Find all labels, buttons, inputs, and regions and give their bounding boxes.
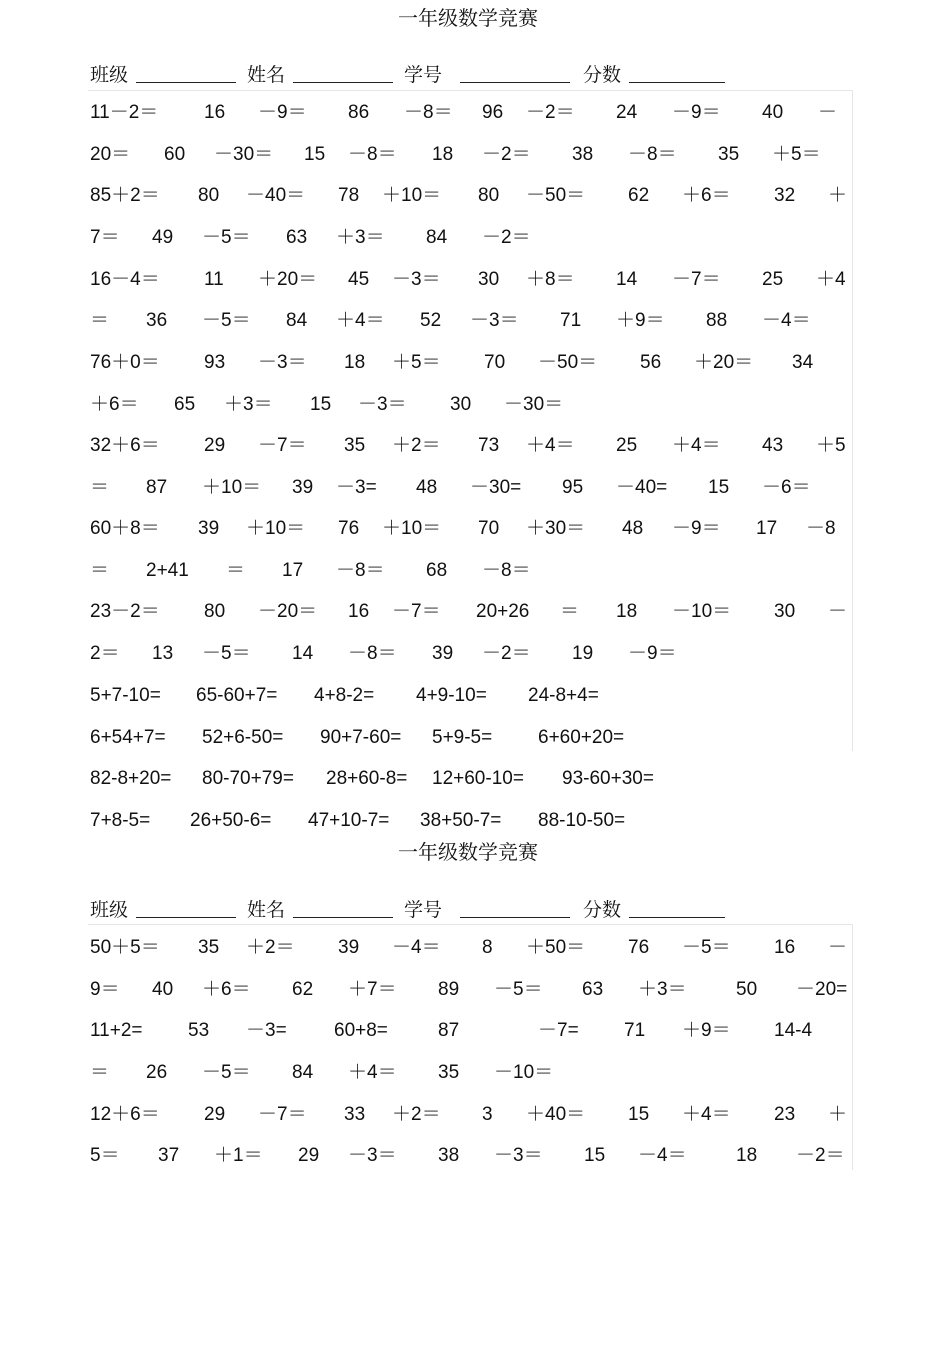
problem-cell: 18 <box>736 1145 758 1166</box>
problem-cell: ＝ <box>226 560 246 581</box>
problem-cell: 38 <box>438 1145 460 1166</box>
problem-cell: －8＝ <box>404 102 453 123</box>
problem-cell: －5＝ <box>494 979 543 1000</box>
problem-cell: －9＝ <box>672 518 721 539</box>
problem-cell: 6+60+20= <box>538 727 625 748</box>
problem-cell: 70 <box>478 518 500 539</box>
problem-cell: 84 <box>286 310 308 331</box>
problem-cell: 76 <box>628 937 650 958</box>
problem-cell: －2＝ <box>796 1145 845 1166</box>
problem-cell: 3 <box>482 1104 493 1125</box>
problem-cell: 30 <box>478 269 500 290</box>
problem-cell: 12＋6＝ <box>90 1104 160 1125</box>
problem-cell: 70 <box>484 352 506 373</box>
problem-cell: 14 <box>616 269 638 290</box>
problem-cell: ＋2＝ <box>246 937 295 958</box>
name-blank[interactable] <box>293 82 393 83</box>
problem-cell: 16 <box>348 601 370 622</box>
problem-cell: 50 <box>736 979 758 1000</box>
problem-cell: 84 <box>426 227 448 248</box>
problem-cell: ＋4＝ <box>682 1104 731 1125</box>
problem-cell: ＋40＝ <box>526 1104 586 1125</box>
problem-cell: 4+9-10= <box>416 685 487 706</box>
problem-cell: －5＝ <box>682 937 731 958</box>
problem-cell: 76 <box>338 518 360 539</box>
problem-cell: 14-4 <box>774 1020 813 1041</box>
problem-cell: 30 <box>774 601 796 622</box>
problem-cell: ＋10＝ <box>382 185 442 206</box>
problem-cell: －2＝ <box>526 102 575 123</box>
info-line <box>90 895 790 921</box>
problem-cell: 50＋5＝ <box>90 937 160 958</box>
problem-cell: －4＝ <box>638 1145 687 1166</box>
problem-cell: 60 <box>164 144 186 165</box>
problem-cell: －3＝ <box>348 1145 397 1166</box>
problem-cell: ＋4＝ <box>526 435 575 456</box>
problem-cell: 39 <box>198 518 220 539</box>
problem-cell: 56 <box>640 352 662 373</box>
problem-cell: ＋3＝ <box>336 227 385 248</box>
problem-cell: 52+6-50= <box>202 727 284 748</box>
problem-cell: 15 <box>584 1145 606 1166</box>
problem-cell: 35 <box>344 435 366 456</box>
problem-cell: 71 <box>624 1020 646 1041</box>
problem-cell: ＝ <box>560 601 580 622</box>
class-label: 班级 <box>90 64 129 86</box>
problem-cell: 6+54+7= <box>90 727 166 748</box>
problem-cell: －8 <box>806 518 836 539</box>
problem-cell: － <box>828 601 848 622</box>
problem-cell: 85＋2＝ <box>90 185 160 206</box>
problem-cell: ＋4＝ <box>348 1062 397 1083</box>
problem-cell: －3＝ <box>392 269 441 290</box>
problem-cell: 15 <box>708 477 730 498</box>
problem-cell: －7＝ <box>672 269 721 290</box>
problem-cell: 90+7-60= <box>320 727 402 748</box>
problem-cell: －20＝ <box>258 601 318 622</box>
problem-cell: 35 <box>718 144 740 165</box>
problem-cell: 39 <box>338 937 360 958</box>
problem-cell: 62 <box>628 185 650 206</box>
problem-cell: 34 <box>792 352 814 373</box>
problem-cell: 18 <box>616 601 638 622</box>
student-no-blank[interactable] <box>460 82 570 83</box>
problem-cell: －7＝ <box>392 601 441 622</box>
problem-cell: －7＝ <box>258 435 307 456</box>
problem-cell: 25 <box>616 435 638 456</box>
problem-cell: －3＝ <box>358 394 407 415</box>
problem-cell: 39 <box>292 477 314 498</box>
problem-cell: －40＝ <box>246 185 306 206</box>
problem-cell: 16－4＝ <box>90 269 160 290</box>
problem-cell: 15 <box>628 1104 650 1125</box>
problem-cell: 35 <box>198 937 220 958</box>
problem-cell: ＋7＝ <box>348 979 397 1000</box>
problem-cell: 5＝ <box>90 1145 120 1166</box>
problem-cell: 4+8-2= <box>314 685 375 706</box>
problem-cell: 30 <box>450 394 472 415</box>
problem-cell: 2+41 <box>146 560 189 581</box>
problem-cell: ＋1＝ <box>214 1145 263 1166</box>
problem-cell: 24-8+4= <box>528 685 599 706</box>
problem-cell: ＋ <box>828 1104 848 1125</box>
problem-cell: 5+7-10= <box>90 685 161 706</box>
problem-cell: － <box>818 102 838 123</box>
problem-cell: －7＝ <box>258 1104 307 1125</box>
problem-cell: 63 <box>582 979 604 1000</box>
problem-cell: 7+8-5= <box>90 810 151 831</box>
problem-cell: 78 <box>338 185 360 206</box>
problem-cell: ＋3＝ <box>224 394 273 415</box>
problem-cell: 17 <box>756 518 778 539</box>
problem-cell: 65-60+7= <box>196 685 278 706</box>
problem-cell: －6＝ <box>762 477 811 498</box>
problem-cell: 73 <box>478 435 500 456</box>
problem-cell: ＋10＝ <box>382 518 442 539</box>
problem-cell: 39 <box>432 643 454 664</box>
problem-cell: －2＝ <box>482 227 531 248</box>
problem-cell: 62 <box>292 979 314 1000</box>
problem-cell: 87 <box>146 477 168 498</box>
problem-cell: 12+60-10= <box>432 768 524 789</box>
problem-cell: －9＝ <box>672 102 721 123</box>
name-blank[interactable] <box>293 917 393 918</box>
problem-cell: －30＝ <box>504 394 564 415</box>
problem-cell: 96 <box>482 102 504 123</box>
problem-cell: 60＋8＝ <box>90 518 160 539</box>
problem-cell: 88-10-50= <box>538 810 626 831</box>
problem-cell: －50＝ <box>526 185 586 206</box>
problem-cell: －10＝ <box>494 1062 554 1083</box>
info-line <box>90 60 790 86</box>
problem-cell: 29 <box>204 435 226 456</box>
problem-cell: －8＝ <box>482 560 531 581</box>
class-blank[interactable] <box>136 917 236 918</box>
problem-cell: 68 <box>426 560 448 581</box>
problem-cell: 32＋6＝ <box>90 435 160 456</box>
problem-cell: ＋6＝ <box>682 185 731 206</box>
problem-cell: －7= <box>538 1020 579 1041</box>
problem-cell: ＋50＝ <box>526 937 586 958</box>
problem-cell: 60+8= <box>334 1020 388 1041</box>
problem-cell: －9＝ <box>628 643 677 664</box>
problem-cell: 29 <box>298 1145 320 1166</box>
problem-cell: 40 <box>762 102 784 123</box>
problem-cell: 84 <box>292 1062 314 1083</box>
problem-cell: 36 <box>146 310 168 331</box>
problem-cell: 26+50-6= <box>190 810 272 831</box>
problem-cell: 25 <box>762 269 784 290</box>
problem-cell: 26 <box>146 1062 168 1083</box>
problem-cell: ＋3＝ <box>638 979 687 1000</box>
problem-cell: 35 <box>438 1062 460 1083</box>
problem-cell: －3= <box>336 477 377 498</box>
problem-cell: －8＝ <box>336 560 385 581</box>
problem-cell: 13 <box>152 643 174 664</box>
problem-cell: ＋6＝ <box>90 394 139 415</box>
problem-cell: 16 <box>204 102 226 123</box>
problem-cell: 18 <box>344 352 366 373</box>
problem-cell: 40 <box>152 979 174 1000</box>
problem-cell: 82-8+20= <box>90 768 172 789</box>
problem-cell: －8＝ <box>348 144 397 165</box>
problem-cell: －10＝ <box>672 601 732 622</box>
problem-cell: ＝ <box>90 560 110 581</box>
problem-cell: 14 <box>292 643 314 664</box>
problem-cell: 88 <box>706 310 728 331</box>
problem-cell: ＋2＝ <box>392 1104 441 1125</box>
problem-cell: －5＝ <box>202 643 251 664</box>
problem-cell: －2＝ <box>482 144 531 165</box>
problem-cell: －50＝ <box>538 352 598 373</box>
problem-cell: 5+9-5= <box>432 727 493 748</box>
problem-cell: 49 <box>152 227 174 248</box>
problem-cell: 93-60+30= <box>562 768 654 789</box>
problem-cell: 95 <box>562 477 584 498</box>
problem-cell: －3＝ <box>494 1145 543 1166</box>
problem-cell: －3＝ <box>470 310 519 331</box>
problem-cell: ＋9＝ <box>616 310 665 331</box>
problem-cell: 76＋0＝ <box>90 352 160 373</box>
score-label: 分数 <box>583 64 622 86</box>
problem-cell: －40= <box>616 477 668 498</box>
problem-cell: ＋20＝ <box>258 269 318 290</box>
problem-cell: 38+50-7= <box>420 810 502 831</box>
problem-cell: 80 <box>478 185 500 206</box>
problem-cell: －5＝ <box>202 310 251 331</box>
name-label: 姓名 <box>247 899 286 921</box>
sheet-title: 一年级数学竞赛 <box>398 840 538 864</box>
problem-cell: 15 <box>310 394 332 415</box>
sheet-title: 一年级数学竞赛 <box>398 6 538 30</box>
class-label: 班级 <box>90 899 129 921</box>
problem-cell: 20＝ <box>90 144 131 165</box>
problem-cell: ＋ <box>828 185 848 206</box>
problem-cell: 93 <box>204 352 226 373</box>
problem-cell: 2＝ <box>90 643 120 664</box>
score-blank[interactable] <box>629 917 725 918</box>
problem-cell: －8＝ <box>628 144 677 165</box>
problem-cell: 11－2＝ <box>90 102 159 123</box>
problem-cell: ＋5＝ <box>392 352 441 373</box>
problem-cell: －30＝ <box>214 144 274 165</box>
problem-cell: 24 <box>616 102 638 123</box>
problem-cell: －20= <box>796 979 848 1000</box>
problem-cell: ＋4 <box>816 269 846 290</box>
problem-cell: ＝ <box>90 1062 110 1083</box>
problem-cell: －4＝ <box>392 937 441 958</box>
problem-cell: ＋5 <box>816 435 846 456</box>
problem-cell: 11 <box>204 269 224 290</box>
problem-cell: ＋10＝ <box>246 518 306 539</box>
problem-cell: 17 <box>282 560 304 581</box>
problem-cell: ＝ <box>90 310 110 331</box>
problem-cell: 11+2= <box>90 1020 143 1041</box>
problem-cell: 7＝ <box>90 227 120 248</box>
problem-cell: ＋4＝ <box>336 310 385 331</box>
problem-cell: 23－2＝ <box>90 601 160 622</box>
problem-cell: 65 <box>174 394 196 415</box>
problem-cell: 52 <box>420 310 442 331</box>
problem-cell: 28+60-8= <box>326 768 408 789</box>
student-no-label: 学号 <box>404 899 443 921</box>
problem-cell: 8 <box>482 937 493 958</box>
problem-cell: － <box>828 937 848 958</box>
problem-cell: 32 <box>774 185 796 206</box>
student-no-blank[interactable] <box>460 917 570 918</box>
problem-cell: －30= <box>470 477 522 498</box>
problem-cell: 87 <box>438 1020 460 1041</box>
problem-cell: ＋9＝ <box>682 1020 731 1041</box>
problem-cell: 38 <box>572 144 594 165</box>
problem-cell: ＋4＝ <box>672 435 721 456</box>
problem-cell: 33 <box>344 1104 366 1125</box>
problem-cell: 86 <box>348 102 370 123</box>
problem-cell: 20+26 <box>476 601 530 622</box>
problem-cell: 47+10-7= <box>308 810 390 831</box>
problem-cell: 43 <box>762 435 784 456</box>
problem-cell: 16 <box>774 937 796 958</box>
student-no-label: 学号 <box>404 64 443 86</box>
problem-cell: 15 <box>304 144 326 165</box>
problem-cell: 19 <box>572 643 594 664</box>
problem-cell: 80 <box>198 185 220 206</box>
problem-cell: 29 <box>204 1104 226 1125</box>
problem-cell: 80-70+79= <box>202 768 294 789</box>
problem-cell: 18 <box>432 144 454 165</box>
problem-cell: 37 <box>158 1145 180 1166</box>
problem-cell: ＋8＝ <box>526 269 575 290</box>
problem-cell: －5＝ <box>202 227 251 248</box>
score-label: 分数 <box>583 899 622 921</box>
problem-cell: ＋10＝ <box>202 477 262 498</box>
problem-cell: －3= <box>246 1020 287 1041</box>
problem-cell: －4＝ <box>762 310 811 331</box>
problem-cell: 48 <box>622 518 644 539</box>
problem-cell: －9＝ <box>258 102 307 123</box>
problem-cell: 53 <box>188 1020 210 1041</box>
class-blank[interactable] <box>136 82 236 83</box>
problem-cell: 89 <box>438 979 460 1000</box>
name-label: 姓名 <box>247 64 286 86</box>
problem-cell: －5＝ <box>202 1062 251 1083</box>
problem-cell: ＋6＝ <box>202 979 251 1000</box>
problem-cell: 71 <box>560 310 582 331</box>
problem-cell: 45 <box>348 269 370 290</box>
problem-cell: ＝ <box>90 477 110 498</box>
problem-cell: 48 <box>416 477 438 498</box>
problem-cell: －2＝ <box>482 643 531 664</box>
problem-cell: ＋2＝ <box>392 435 441 456</box>
problem-cell: 63 <box>286 227 308 248</box>
problem-cell: －3＝ <box>258 352 307 373</box>
problem-cell: －8＝ <box>348 643 397 664</box>
problem-cell: 9＝ <box>90 979 120 1000</box>
problem-cell: 23 <box>774 1104 796 1125</box>
problem-cell: 80 <box>204 601 226 622</box>
problem-cell: ＋20＝ <box>694 352 754 373</box>
problem-cell: ＋5＝ <box>772 144 821 165</box>
score-blank[interactable] <box>629 82 725 83</box>
problem-cell: ＋30＝ <box>526 518 586 539</box>
